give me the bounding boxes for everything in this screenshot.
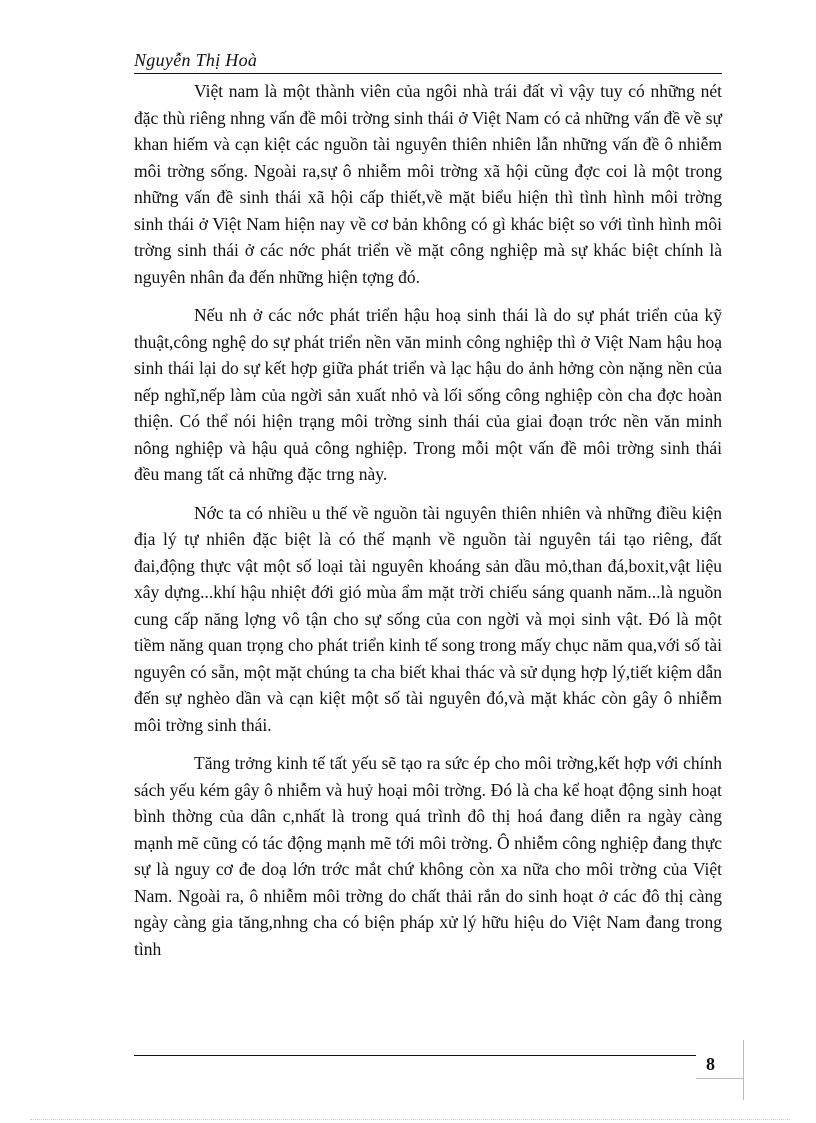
header-author: Nguyễn Thị Hoà xyxy=(134,50,258,70)
header-rule xyxy=(134,73,722,74)
paragraph-3: Nớc ta có nhiều u thế về nguồn tài nguyên thiên nhiên và những điều kiện địa lý tự nhiên đặc biệt là có thế mạnh về nguồn tài nguyên tái tạo riêng, đất đai,động thực vật một số loại tài nguyên khoáng sản dầu mỏ,than đá,boxit,vật liệu xây dựng...khí hậu nhiệt đới gió mùa ẩm mặt trời chiếu sáng quanh năm...là nguồn cung cấp năng lợng vô tận cho sự sống của con ngời và mọi sinh vật. Đó là một tiềm năng quan trọng cho phát triển kinh tế song trong mấy chục năm qua,với số tài nguyên có sẵn, một mặt chúng ta cha biết khai thác và sử dụng hợp lý,tiết kiệm dẫn đến sự nghèo dần và cạn kiệt một số tài nguyên đó,và mặt khác còn gây ô nhiễm môi trờng sinh thái. xyxy=(134,502,722,735)
paragraph-1: Việt nam là một thành viên của ngôi nhà trái đất vì vậy tuy có những nét đặc thù riêng nhng vấn đề môi trờng sinh thái ở Việt Nam có cả những vấn đề về sự khan hiếm và cạn kiệt các nguồn tài nguyên thiên nhiên lẫn những vấn đề ô nhiễm môi trờng sống. Ngoài ra,sự ô nhiễm môi trờng xã hội cũng đợc coi là một trong những vấn đề sinh thái xã hội cấp thiết,về mặt biểu hiện thì tình hình môi trờng sinh thái ở Việt Nam hiện nay về cơ bản không có gì khác biệt so với tình hình môi trờng sinh thái ở các nớc phát triển về mặt công nghiệp mà sự khác biệt chính là nguyên nhân đa đến những hiện tợng đó. xyxy=(134,81,722,287)
paragraph-4: Tăng trởng kinh tế tất yếu sẽ tạo ra sức ép cho môi trờng,kết hợp với chính sách yếu kém gây ô nhiễm và huỷ hoại môi trờng. Đó là cha kể hoạt động sinh hoạt bình thờng của dân c,nhất là trong quá trình đô thị hoá đang diễn ra ngày càng mạnh mẽ cũng có tác động mạnh mẽ tới môi trờng. Ô nhiễm công nghiệp đang thực sự là nguy cơ đe doạ lớn trớc mắt chứ không còn xa nữa cho môi trờng của Việt Nam. Ngoài ra, ô nhiễm môi trờng do chất thải rắn do sinh hoạt ở các đô thị càng ngày càng gia tăng,nhng cha có biện pháp xử lý hữu hiệu do Việt Nam đang trong tình xyxy=(134,753,722,959)
paragraph-2: Nếu nh ở các nớc phát triển hậu hoạ sinh thái là do sự phát triển của kỹ thuật,công nghệ do sự phát triển nền văn minh công nghiệp thì ở Việt Nam hậu hoạ sinh thái lại do sự kết hợp giữa phát triển và lạc hậu do ảnh hởng còn nặng nền của nếp nghĩ,nếp làm của ngời sản xuất nhỏ và lối sống công nghiệp còn cha đợc hoàn thiện. Có thể nói hiện trạng môi trờng sinh thái của giai đoạn trớc nền văn minh nông nghiệp và hậu quả công nghiệp. Trong mỗi một vấn đề môi trờng sinh thái đều mang tất cả những đặc trng này. xyxy=(134,305,722,484)
page-bottom-border xyxy=(30,1119,790,1120)
document-body xyxy=(134,78,722,974)
page-corner-vertical-mark xyxy=(743,1040,744,1100)
page-corner-horizontal-mark xyxy=(696,1078,744,1079)
footer-rule xyxy=(134,1055,696,1056)
page-number: 8 xyxy=(706,1054,715,1074)
